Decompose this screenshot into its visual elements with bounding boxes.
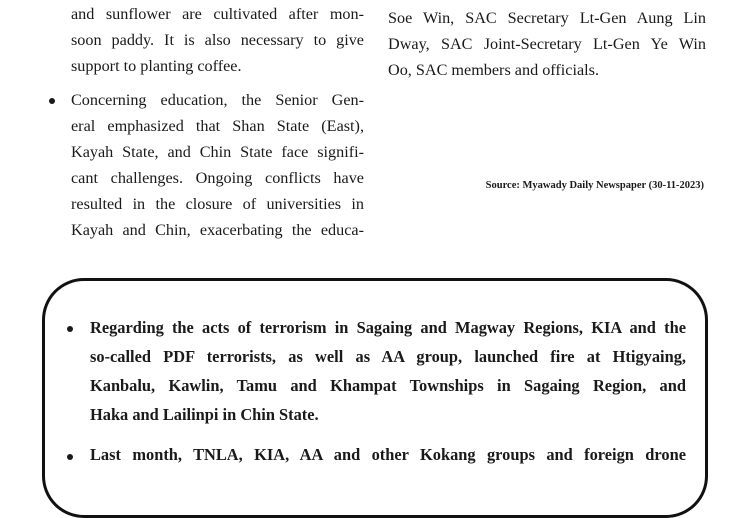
- text-line: resulted in the closure of universities in: [71, 195, 364, 213]
- callout-line: Last month, TNLA, KIA, AA and other Kokang groups and foreign drone: [90, 445, 686, 464]
- callout-line: so-called PDF terrorists, as well as AA group, launched fire at Htigyaing,: [90, 347, 686, 366]
- source-citation: Source: Myawady Daily Newspaper (30-11-2023): [485, 180, 704, 191]
- text-line: Dway, SAC Joint-Secretary Lt-Gen Ye Win: [388, 35, 706, 53]
- text-line: Kayah State, and Chin State face signifi-: [71, 143, 364, 161]
- bullet-icon: [49, 98, 55, 104]
- bullet-icon: [67, 454, 73, 460]
- text-line: Kayah and Chin, exacerbating the educa-: [71, 221, 364, 239]
- callout-line: Haka and Lailinpi in Chin State.: [90, 405, 319, 424]
- highlight-callout-box: [42, 278, 708, 518]
- text-line: Oo, SAC members and officials.: [388, 61, 600, 79]
- text-line: support to planting coffee.: [71, 57, 242, 75]
- text-line: Concerning education, the Senior Gen-: [71, 91, 364, 109]
- callout-line: Regarding the acts of terrorism in Sagaing and Magway Regions, KIA and the: [90, 318, 686, 337]
- text-line: soon paddy. It is also necessary to give: [71, 31, 364, 49]
- bullet-icon: [67, 326, 73, 332]
- callout-line: Kanbalu, Kawlin, Tamu and Khampat Townships in Sagaing Region, and: [90, 376, 686, 395]
- text-line: Soe Win, SAC Secretary Lt-Gen Aung Lin: [388, 9, 706, 27]
- text-line: eral emphasized that Shan State (East),: [71, 117, 364, 135]
- text-line: cant challenges. Ongoing conflicts have: [71, 169, 364, 187]
- text-line: and sunflower are cultivated after mon-: [71, 5, 364, 23]
